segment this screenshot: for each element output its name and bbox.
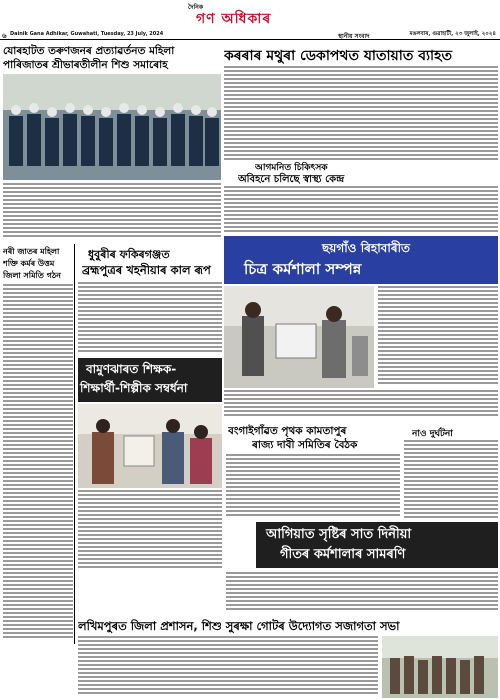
story5-headline: নৰী জাতৰ মহিলা	[3, 247, 60, 256]
story6-headline: ধুবুৰীৰ ফকিৰগঞ্জত	[88, 248, 170, 261]
masthead-left-info: Dainik Gana Adhikar, Guwahati, Tuesday, 23 July, 2024	[10, 31, 164, 37]
story4-body	[378, 286, 498, 388]
story10-headline: আগিয়াত সৃষ্টিৰ সাত দিনীয়া	[266, 527, 412, 542]
story3-subhead: আগমনিত চিকিৎসক	[255, 163, 328, 173]
story9-body	[404, 440, 498, 520]
story7-headline-line2: শিক্ষাৰ্থী-শিল্পীক সম্বৰ্ধনা	[80, 381, 188, 395]
story4-headline-line2: চিত্ৰ কৰ্মশালা সম্পন্ন	[244, 260, 362, 278]
story11-body	[78, 636, 378, 698]
masthead-right-info: মঙলবাৰ, গুৱাহাটী, ২৩ জুলাই, ২০২৪	[409, 31, 496, 37]
story8-body	[226, 454, 400, 520]
column-divider	[74, 244, 75, 644]
story6-headline-line2: ব্ৰহ্মপুত্ৰৰ খহনীয়াৰ কাল ৰূপ	[82, 263, 211, 277]
section-label: স্থানীয় সংবাদ	[338, 33, 370, 40]
story7-headline: বামুণঝাৰত শিক্ষক-	[86, 362, 177, 376]
story10-headline-line2: গীতৰ কৰ্মশালাৰ সামৰণি	[280, 547, 406, 562]
story8-headline-line2: ৰাজ্য দাবী সমিতিৰ বৈঠক	[252, 439, 358, 451]
story7-headline-band	[78, 358, 222, 402]
story4-headline-band	[224, 236, 498, 284]
story1-body	[3, 183, 221, 239]
story5-body	[3, 284, 73, 640]
masthead-title: গণ অধিকাৰ	[196, 11, 272, 27]
story6-body	[78, 282, 222, 356]
story5-headline-line3: জিলা সমিতি গঠন	[3, 271, 61, 280]
masthead-daily-label: দৈনিক	[188, 4, 204, 11]
story4-body-continued	[224, 390, 498, 420]
story4-headline: ছয়গাঁও ৰিহাবাৰীত	[322, 241, 411, 255]
story9-byline: নাও দুৰ্ঘটনা	[412, 429, 453, 439]
story3-headline: অবিহনে চলিছে স্বাস্থ্য কেন্দ্ৰ	[238, 174, 345, 185]
story4-photo	[224, 286, 374, 388]
story1-headline-line2: পাৰিজাতৰ শ্ৰীভাৰতীলীন শিশু সমাৰোহ	[3, 59, 168, 71]
story2-headline: কৰৰাৰ মথুৰা ডেকাপথত যাতায়াত ব্যাহত	[224, 48, 452, 64]
story7-photo	[78, 404, 222, 488]
masthead	[0, 0, 500, 40]
story2-body	[224, 66, 498, 161]
story1-photo	[3, 74, 221, 180]
story11-headline: লখিমপুৰত জিলা প্ৰশাসন, শিশু সুৰক্ষা গোটৰ উদ্যোগত সজাগতা সভা	[78, 619, 400, 633]
story10-headline-band	[256, 522, 498, 568]
page-number: ৬	[2, 32, 7, 40]
story11-photo	[382, 636, 498, 698]
story1-headline: যোৰহাটত তৰুণজনৰ প্ৰত্যাৱৰ্তনত মহিলা	[3, 45, 175, 57]
story8-headline: বংগাইগাঁৱত পৃথক কামতাপুৰ	[228, 425, 347, 437]
story7-body	[78, 490, 222, 570]
story5-headline-line2: শক্তি কৰ্মৰ উত্তম	[3, 259, 55, 268]
story3-body	[224, 186, 498, 232]
story10-body	[226, 572, 498, 614]
